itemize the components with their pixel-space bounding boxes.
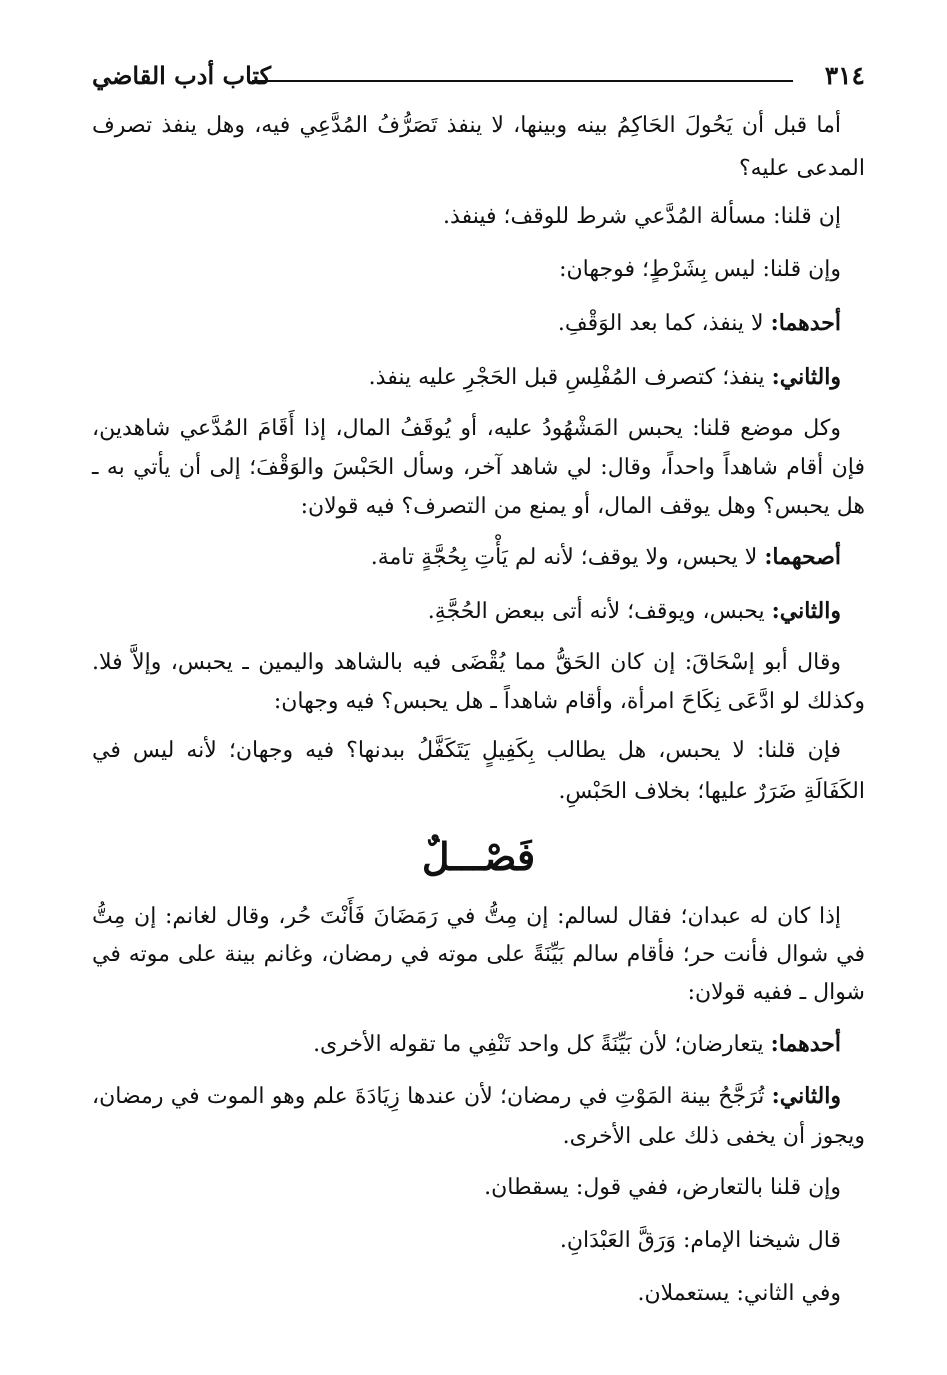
paragraph-text: يتعارضان؛ لأن بَيِّنَةً كل واحد تَنْفِي ما تقوله الأخرى. bbox=[313, 1032, 771, 1057]
paragraph: وإن قلنا: ليس بِشَرْطٍ؛ فوجهان: bbox=[559, 257, 841, 282]
paragraph-lead: والثاني: bbox=[771, 1083, 841, 1109]
paragraph bbox=[92, 1076, 865, 1157]
paragraph-lead: والثاني: bbox=[771, 598, 841, 624]
section-heading: فَصْـــلٌ bbox=[421, 834, 536, 879]
paragraph bbox=[92, 1022, 865, 1067]
paragraph bbox=[92, 301, 865, 346]
running-header bbox=[92, 58, 865, 98]
paragraph: وقال أبو إسْحَاقَ: إن كان الحَقُّ مما يُقْضَى فيه بالشاهد واليمين ـ يحبس، وإلاَّ فلا. وكذلك لو ادَّعَى نِكَاحَ امرأة، وأقام شاهداً ـ هل يحبس؟ فيه وجهان: bbox=[92, 650, 865, 714]
paragraph-text: ينفذ؛ كتصرف المُفْلِسِ قبل الحَجْرِ عليه ينفذ. bbox=[368, 365, 772, 390]
paragraph: إذا كان له عبدان؛ فقال لسالم: إن مِتُّ في رَمَضَانَ فَأَنْتَ حُر، وقال لغانم: إن مِتُّ في شوال فأنت حر؛ فأقام سالم بَيِّنَةً على موته في رمضان، وغانم بينة على موته في شوال ـ ففيه قولان: bbox=[92, 904, 865, 1005]
paragraph bbox=[92, 535, 865, 580]
paragraph: فإن قلنا: لا يحبس، هل يطالب بِكَفِيلٍ يَتَكَفَّلُ ببدنها؟ فيه وجهان؛ لأنه ليس في الكَفَالَةِ ضَرَرٌ عليها؛ بخلاف الحَبْسِ. bbox=[92, 738, 865, 804]
paragraph bbox=[92, 589, 865, 634]
paragraph-lead: أحدهما: bbox=[770, 1031, 841, 1057]
header-rule bbox=[252, 80, 793, 82]
paragraph-text: تُرَجَّحُ بينة المَوْتِ في رمضان؛ لأن عندها زِيَادَةَ علم وهو الموت في رمضان، ويجوز أن يخفى ذلك على الأخرى. bbox=[92, 1084, 865, 1149]
paragraph-text: لا ينفذ، كما بعد الوَقْفِ. bbox=[557, 311, 771, 336]
paragraph: وإن قلنا بالتعارض، ففي قول: يسقطان. bbox=[484, 1175, 841, 1200]
paragraph-lead: والثاني: bbox=[771, 364, 841, 390]
page-number: ٣١٤ bbox=[824, 61, 865, 90]
paragraph bbox=[92, 355, 865, 400]
book-title: كتاب أدب القاضي bbox=[92, 61, 272, 90]
paragraph: وكل موضع قلنا: يحبس المَشْهُودُ عليه، أو يُوقَفُ المال، إذا أَقَامَ المُدَّعي شاهدين، فإن أقام شاهداً واحداً، وقال: لي شاهد آخر، وسأل الحَبْسَ والوَقْفَ؛ إلى أن يأتي به ـ هل يحبس؟ وهل يوقف المال، أو يمنع من التصرف؟ فيه قولان: bbox=[92, 416, 865, 519]
paragraph-lead: أصحهما: bbox=[764, 544, 841, 570]
paragraph: قال شيخنا الإمام: وَرَقَّ العَبْدَانِ. bbox=[559, 1228, 841, 1253]
paragraph: وفي الثاني: يستعملان. bbox=[637, 1281, 841, 1306]
page-body bbox=[92, 104, 865, 1316]
paragraph-text: يحبس، ويوقف؛ لأنه أتى ببعض الحُجَّةِ. bbox=[427, 599, 772, 624]
paragraph: أما قبل أن يَحُولَ الحَاكِمُ بينه وبينها، لا ينفذ تَصَرُّفُ المُدَّعِي فيه، وهل ينفذ تصرف المدعى عليه؟ bbox=[92, 113, 865, 181]
paragraph: إن قلنا: مسألة المُدَّعي شرط للوقف؛ فينفذ. bbox=[443, 204, 841, 229]
paragraph-text: لا يحبس، ولا يوقف؛ لأنه لم يَأْتِ بِحُجَّةٍ تامة. bbox=[370, 545, 765, 570]
paragraph-lead: أحدهما: bbox=[770, 310, 841, 336]
